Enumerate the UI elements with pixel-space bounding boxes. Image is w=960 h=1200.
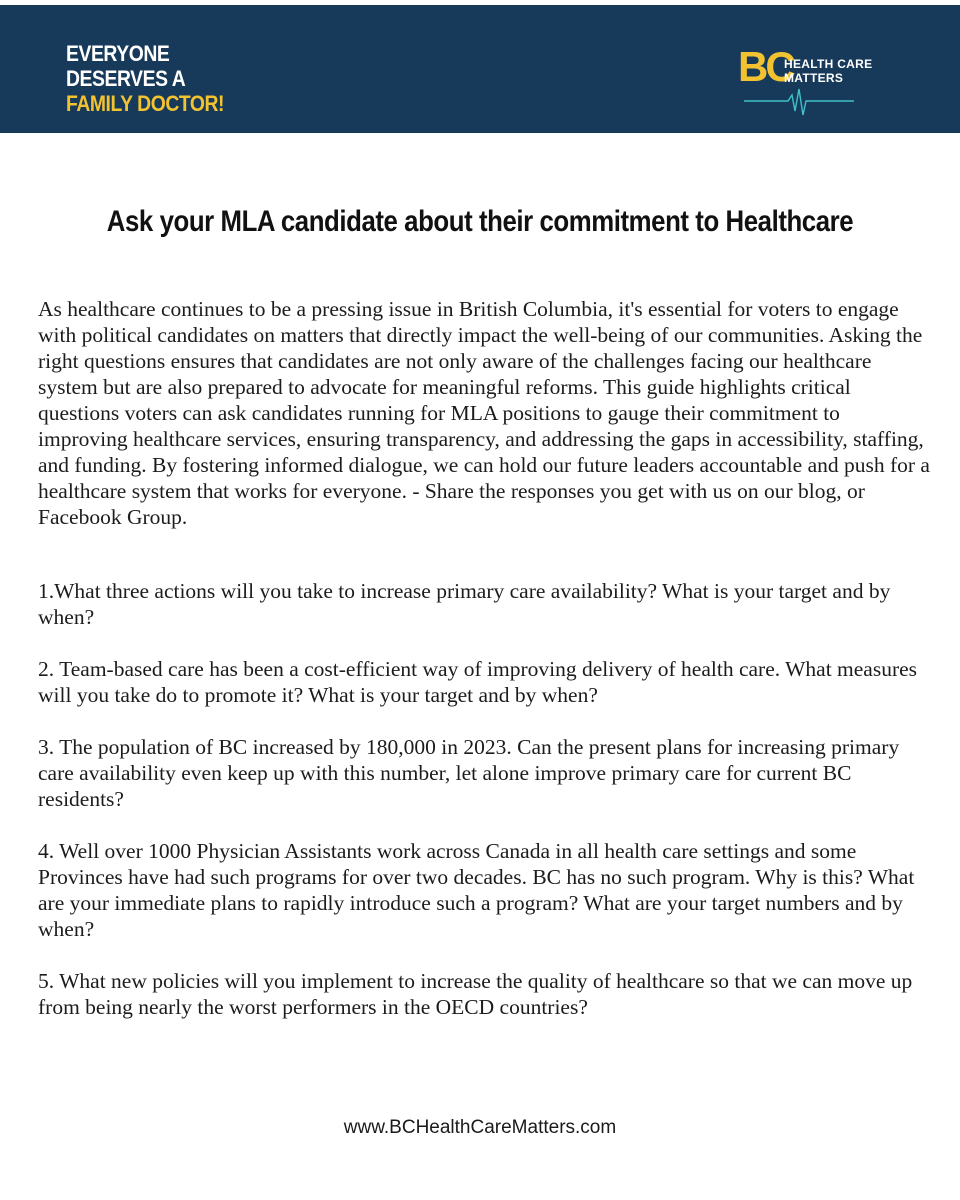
logo-line-1: HEALTH CARE <box>784 57 873 71</box>
question-item: 1.What three actions will you take to increase primary care availability? What is your target and by when? <box>38 579 891 629</box>
header-banner <box>0 5 960 133</box>
tagline-line-2: DESERVES A <box>66 66 186 91</box>
question-item: 2. Team-based care has been a cost-efficient way of improving delivery of health care. What measures will you take do to promote it? What is your target and by when? <box>38 657 918 707</box>
logo-wordmark <box>784 57 872 85</box>
logo-mark: BC <box>738 43 793 90</box>
heartbeat-pulse-icon <box>744 87 854 117</box>
tagline-line-3: FAMILY DOCTOR! <box>66 91 225 116</box>
question-item: 3. The population of BC increased by 180,000 in 2023. Can the present plans for increasing primary care availability even keep up with this number, let alone improve primary care for current BC residents? <box>38 735 900 811</box>
website-url-link[interactable]: www.BCHealthCareMatters.com <box>343 1117 617 1138</box>
bc-health-care-matters-logo <box>738 45 878 123</box>
logo-line-2: MATTERS <box>784 71 844 85</box>
intro-paragraph: As healthcare continues to be a pressing issue in British Columbia, it's essential for voters to engage with political candidates on matters that directly impact the well-being of our communities. Asking the right questions ensures that candidates are not only aware of the challenges facing our healthcare system but are also prepared to advocate for meaningful reforms. This guide highlights critical questions voters can ask candidates running for MLA positions to gauge their commitment to improving healthcare services, ensuring transparency, and addressing the gaps in accessibility, staffing, and funding. By fostering informed dialogue, we can hold our future leaders accountable and push for a healthcare system that works for everyone. - Share the responses you get with us on our blog, or Facebook Group. <box>38 297 930 529</box>
article-body <box>38 296 930 1046</box>
tagline-line-1: EVERYONE <box>66 41 170 66</box>
question-item: 5. What new policies will you implement to increase the quality of healthcare so that we can move up from being nearly the worst performers in the OECD countries? <box>38 969 913 1019</box>
question-item: 4. Well over 1000 Physician Assistants work across Canada in all health care settings and some Provinces have had such programs for over two decades. BC has no such program. Why is this? What are your immediate plans to rapidly introduce such a program? What are your target numbers and by when? <box>38 839 915 941</box>
page-title: Ask your MLA candidate about their commitment to Healthcare <box>106 205 854 238</box>
tagline <box>66 41 224 116</box>
